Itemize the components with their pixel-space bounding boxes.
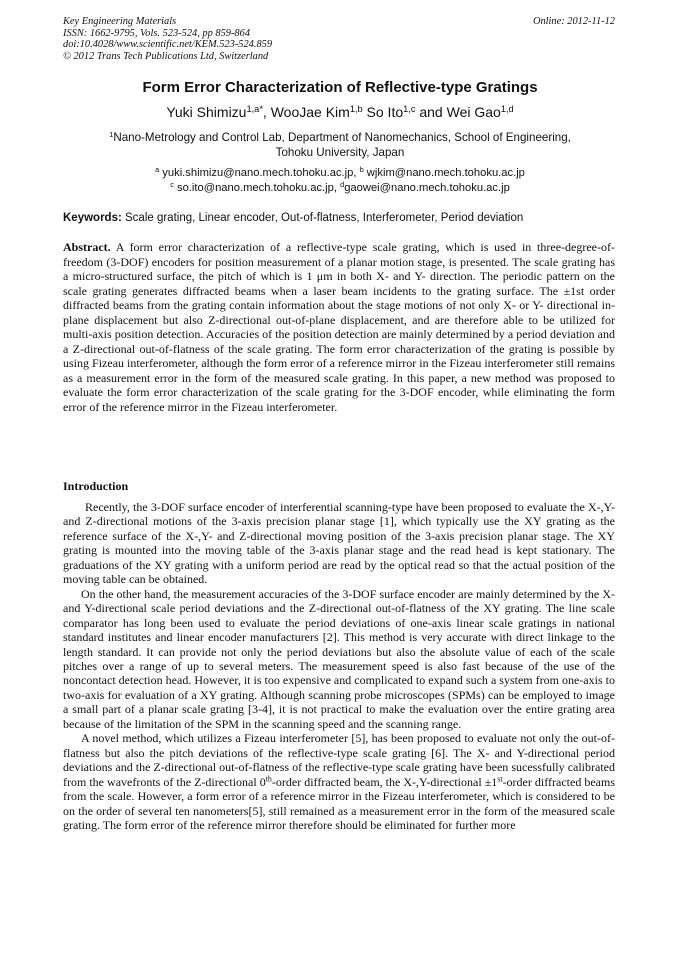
abstract [63,240,615,415]
issn-line: ISSN: 1662-9795, Vols. 523-524, pp 859-864 [63,27,251,39]
copyright-line: © 2012 Trans Tech Publications Ltd, Switzerland [63,50,269,62]
author-separator: , [262,104,271,120]
email-mark: c [170,179,174,189]
email-mark: b [359,164,364,174]
paragraph-text: -order diffracted beam, the X-,Y-directional ±1 [271,774,498,789]
author-emails: $^a$ yuki.shimizu@nano.mech.tohoku.ac.jp, $^b$ wjkim@nano.mech.tohoku.ac.jp $^c$ so.ito@nano.mech.tohoku.ac.jp, $^d$gaowei@nano.mech.tohoku.ac.jp [155,164,525,194]
affiliation-mark: 1 [109,129,114,139]
introduction-paragraph: Recently, the 3-DOF surface encoder of interferential scanning-type have been proposed to evaluate the X-,Y- and Z-directional motions of the 3-axis precision planar stage [1], which typically use the XY grating as the reference surface of the X-,Y- and Z-directional moving position of the 3-axis precision planar stage. The XY grating is mounted into the moving table of the 3-axis planar stage and the read head is kept stationary. The graduations of the XY grating with a uniform period are read by the optical read so that the actual position of the moving table can be obtained. [63,500,615,587]
email-link[interactable]: so.ito@nano.mech.tohoku.ac.jp [176,181,334,194]
introduction-paragraph: On the other hand, the measurement accuracies of the 3-DOF surface encoder are mainly determined by the X- and Y-directional scale period deviations and the Z-directional out-of-flatness of the XY grating. The line scale comparator has long been used to evaluate the period deviations of one-axis linear scale gratings in national standard institutes and linear encoder manufacturers [2]. This method is very accurate with direct linkage to the length standard. It can provide not only the period deviations but also the absolute value of each of the scale pitches over a range of up to several meters. The measurement speed is also fast because of the use of the noncontact detection head. However, it is too expensive and complicated to expand such a system from one-axis to two-axis for evaluation of a XY grating. Although scanning probe microscopes (SPMs) can be employed to image a small part of a planar scale grating [3-4], it is not practical to make the evaluation over the entire grating area because of the limitation of the SPM in the scanning speed and the scanning range. [63,586,615,731]
author-name: So Ito [366,104,404,120]
abstract-text: A form error characterization of a reflective-type scale grating, which is used in three-degree-of-freedom (3-DOF) encoders for position measurement of a planar motion stage, is presented. The scale grating has a micro-structured surface, the pitch of which is 1 μm in both X- and Y- direction. The periodic pattern on the scale grating generates diffracted beams when a laser beam incidents to the grating surface. The ±1st order diffracted beams from the grating contain information about the stage motions of not only X- or Y- directional in-plane displacement but also Z-directional out-of-plane displacement, and are therefore able to be utilized for multi-axis position detection. Accuracies of the position detection are mainly determined by a period deviation and a Z-directional out-of-flatness of the scale grating. The form error characterization of the grating is possible by using Fizeau interferometer, although the form error of a reference mirror in the Fizeau interferometer still remains as a measurement error in the form of the measured scale grating. In this paper, a new method was proposed to evaluate the form error characterization of the scale grating for the 3-DOF encoder, while eliminating the form error of the reference mirror in the Fizeau interferometer. [63,240,616,415]
doi-line: doi:10.4028/www.scientific.net/KEM.523-524.859 [63,39,273,50]
online-date: Online: 2012-11-12 [532,16,615,27]
email-mark: d [340,179,345,189]
paragraph-text: -order diffracted beams from the scale. However, a form error of a reference mirror in the Fizeau interferometer, which is considered to be on the order of several ten nanometers[5], still remained as a measurement error in the form of the measured scale grating. The form error of the reference mirror therefore should be eliminated for further more [63,774,615,832]
affiliation [60,130,620,160]
affiliation-line-1: Nano-Metrology and Control Lab, Department of Nanomechanics, School of Engineering, [113,131,571,144]
keywords [63,211,618,225]
keywords-label: Keywords: [63,212,122,224]
journal-header [63,16,615,62]
abstract-label: Abstract. [63,240,111,254]
email-link[interactable]: gaowei@nano.mech.tohoku.ac.jp [344,181,510,194]
author-name: Yuki Shimizu [166,104,247,120]
journal-name: Key Engineering Materials [63,16,177,27]
email-link[interactable]: wjkim@nano.mech.tohoku.ac.jp [366,167,525,179]
email-mark: a [155,164,160,174]
author-affiliation-mark: 1,c [403,103,416,114]
email-link[interactable]: yuki.shimizu@nano.mech.tohoku.ac.jp [162,167,354,179]
author-name: WooJae Kim [270,104,350,120]
keywords-text: Scale grating, Linear encoder, Out-of-flatness, Interferometer, Period deviation [125,212,524,224]
paper-title: Form Error Characterization of Reflective-type Gratings [142,79,538,96]
ordinal-suffix: th [265,774,272,784]
author-separator: and [415,104,447,120]
introduction-paragraph [63,731,615,832]
author-affiliation-mark: 1,a* [246,103,263,114]
section-heading-introduction: Introduction [63,479,129,493]
author-name: Wei Gao [446,104,501,120]
author-affiliation-mark: 1,b [349,103,363,114]
paragraph-text: A novel method, which utilizes a Fizeau interferometer [5], has been proposed to evaluate not only the out-of-flatness but also the pitch deviations of the reflective-type scale grating [6]. The X- and Y-directional period deviations and the Z-directional out-of-flatness of the reflective-type scale grating have been sucessfully calibrated from the wavefronts of the Z-directional 0 [63,731,615,789]
author-affiliation-mark: 1,d [500,103,514,114]
ordinal-suffix: st [497,774,503,784]
affiliation-line-2: Tohoku University, Japan [275,146,405,159]
introduction-body [63,500,615,832]
author-list [40,103,640,121]
